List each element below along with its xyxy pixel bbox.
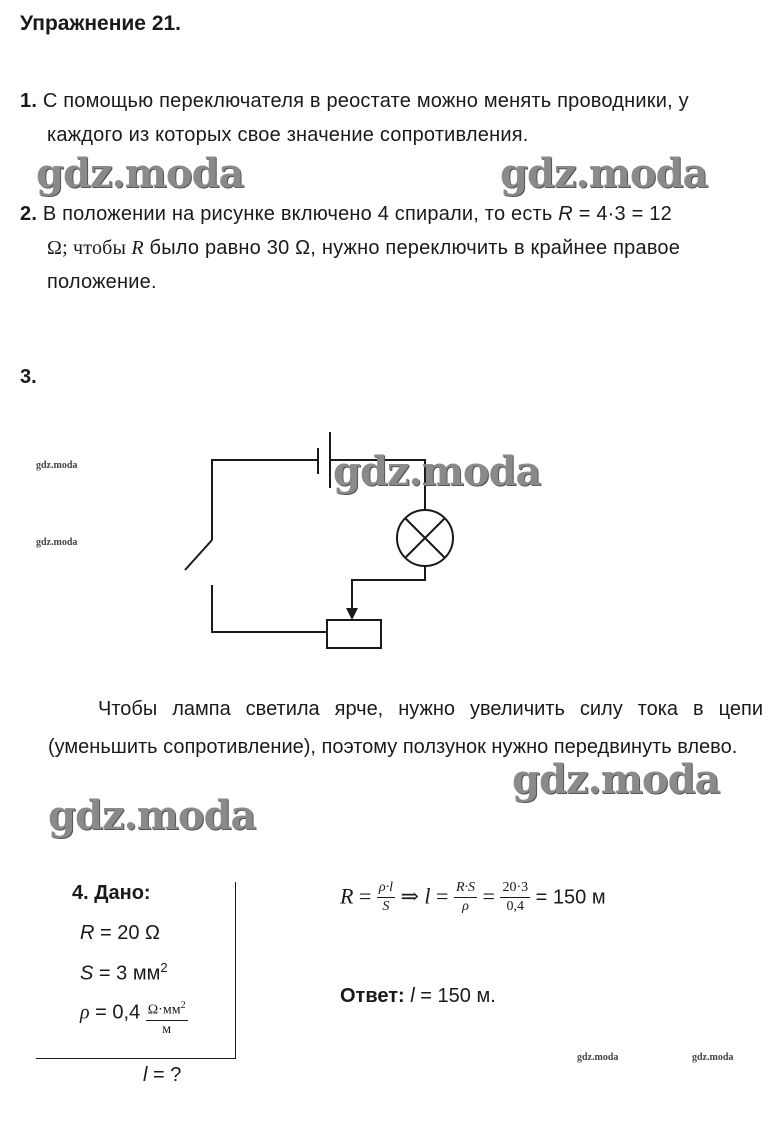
wire-bottom <box>212 585 327 632</box>
given-label: Дано: <box>94 882 151 904</box>
rheostat <box>327 620 381 648</box>
formula-r: R <box>340 883 354 909</box>
given-divider-vertical <box>235 882 236 1058</box>
given-s: S = 3 $мм^2$ <box>80 960 168 985</box>
watermark: gdz.moda <box>500 150 708 197</box>
item-3-explanation <box>48 690 763 766</box>
explanation-line3: влево. <box>677 736 738 758</box>
switch <box>185 540 212 570</box>
given-rho-num-exp: 2 <box>180 1000 186 1011</box>
watermark: gdz.moda <box>333 448 541 495</box>
given-r: R = 20 Ω <box>80 922 160 944</box>
wire-top-left <box>212 460 318 540</box>
item-1-line2: каждого из которых свое значение сопротивления. <box>47 124 529 146</box>
given-divider-horizontal <box>36 1058 236 1059</box>
formula-l: l <box>424 883 431 909</box>
item-2-line2b: было равно 30 Ω, <box>143 237 317 259</box>
formula-frac-3: $\frac{20\cdot 3}{0,4}$ <box>502 880 529 914</box>
answer-value: = 150 м. <box>414 985 496 1007</box>
slider-arrow-icon <box>346 608 358 620</box>
item-2-number: 2. <box>20 203 38 225</box>
item-2-line2c: нужно переключить в крайнее правое <box>316 237 681 259</box>
item-2-line3: положение. <box>47 271 157 293</box>
given-rho-num: Ω·мм <box>147 1002 181 1018</box>
formula-implies: ⇒ <box>394 883 425 909</box>
given-rho-den: м <box>162 1021 172 1037</box>
item-2 <box>20 197 768 299</box>
item-2-var-r2: R <box>131 237 144 259</box>
watermark: gdz.moda <box>36 150 244 197</box>
formula-frac-2: $\frac{R\cdot S}{\rho}$ <box>455 880 476 914</box>
item-1 <box>20 84 768 152</box>
watermark: gdz.moda <box>48 792 256 839</box>
given-find: l = ? <box>143 1064 182 1086</box>
watermark-small: gdz.moda <box>577 1052 619 1063</box>
item-3-number: 3. <box>20 366 37 388</box>
item-2-var-r: R <box>558 203 573 225</box>
watermark: gdz.moda <box>512 756 720 803</box>
given-rho: ρ = 0,4 $\frac{\Omega\cdot мм^2}{м}$ <box>80 1000 186 1037</box>
item-4-number: 4. <box>72 882 89 904</box>
watermark-small: gdz.moda <box>36 537 78 548</box>
formula-eq: = <box>353 883 377 909</box>
formula: R = $\frac{\rho\cdot l}{S}$ ⇒ l = $\frac{R\cdot S}{\rho}$ = $\frac{20\cdot 3}{0,4}$ = 150 м <box>340 880 606 914</box>
answer-var: l <box>410 985 415 1007</box>
item-2-line1a: В положении на рисунке включено 4 спирали, то есть <box>42 203 559 225</box>
formula-frac-1: $\frac{\rho\cdot l}{S}$ <box>378 880 393 914</box>
item-2-line2a: Ω; чтобы <box>47 237 132 259</box>
item-1-number: 1. <box>20 90 38 112</box>
answer <box>340 985 496 1008</box>
item-1-line1: С помощью переключателя в реостате можно менять проводники, у <box>42 90 689 112</box>
formula-result: = 150 м <box>530 886 606 909</box>
page-title: Упражнение 21. <box>20 12 182 35</box>
wire-slider <box>352 566 425 608</box>
watermark-small: gdz.moda <box>36 460 78 471</box>
answer-label: Ответ: <box>340 985 405 1007</box>
given-s-exp: 2 <box>160 960 168 975</box>
watermark-small: gdz.moda <box>692 1052 734 1063</box>
explanation-line2: (уменьшить сопротивление), поэтому ползунок нужно передвинуть <box>48 736 672 758</box>
item-2-line1b: = 4·3 = 12 <box>572 203 672 225</box>
item-4-header <box>72 882 151 905</box>
explanation-line1: Чтобы лампа светила ярче, нужно увеличить силу тока в цепи <box>98 698 763 720</box>
